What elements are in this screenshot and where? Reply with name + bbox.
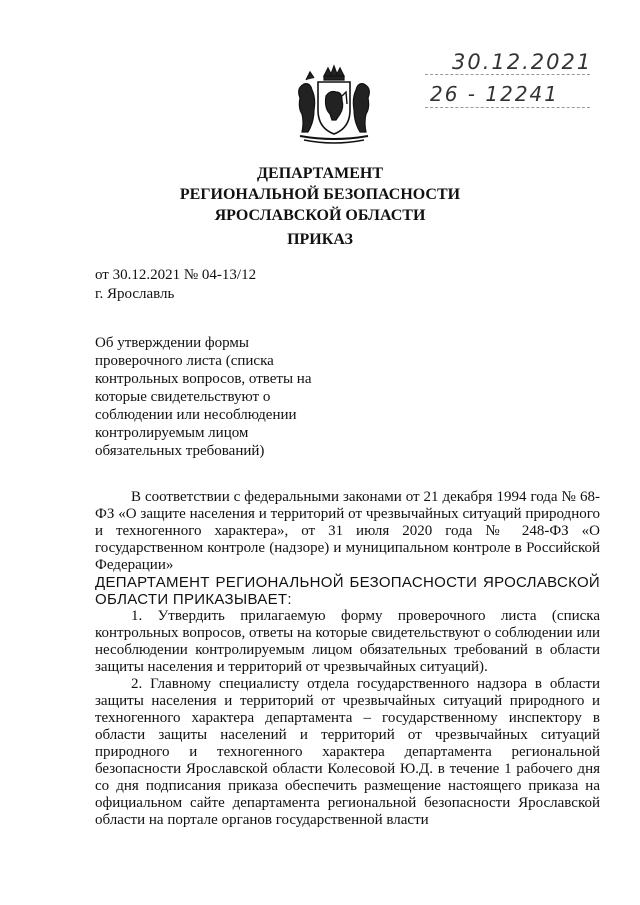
department-title-line: ЯРОСЛАВСКОЙ ОБЛАСТИ	[214, 207, 426, 224]
order-body	[95, 489, 600, 829]
order-date-number: от 30.12.2021 № 04-13/12	[95, 267, 257, 283]
order-item-2: 2. Главному специалисту отдела государственного надзора в области защиты населения и территорий от чрезвычайных ситуаций природного и техногенного характера департамента – государственному инспектору в области защиты населений и территорий от чрезвычайных ситуаций природного и техногенного характера департамента региональной безопасности Ярославской области Колесовой Ю.Д. в течение 1 рабочего дня со дня подписания приказа обеспечить размещение настоящего приказа на официальном сайте департамента региональной безопасности Ярославской области на портале органов государственной власти	[95, 676, 600, 828]
order-item-1: 1. Утвердить прилагаемую форму проверочного листа (списка контрольных вопросов, ответы на которые свидетельствуют о соблюдении или несоблюдении контролируемым лицом обязательных требований в области защиты населения и территорий от чрезвычайных ситуаций).	[95, 608, 600, 675]
stamp-line-top	[425, 74, 590, 75]
order-caps-paragraph: ДЕПАРТАМЕНТ РЕГИОНАЛЬНОЙ БЕЗОПАСНОСТИ ЯРОСЛАВСКОЙ ОБЛАСТИ ПРИКАЗЫВАЕТ:	[95, 574, 600, 608]
stamp-number: 26 - 12241	[430, 82, 560, 106]
stamp-line-bottom	[425, 107, 590, 108]
order-city: г. Ярославль	[95, 286, 175, 302]
department-title-line: ДЕПАРТАМЕНТ	[257, 165, 383, 182]
order-subject: Об утверждении формы проверочного листа (списка контрольных вопросов, ответы на которые свидетельствуют о соблюдении или несоблюдении контролируемым лицом обязательных требований)	[95, 335, 312, 459]
preamble-paragraph: В соответствии с федеральными законами от 21 декабря 1994 года № 68-ФЗ «О защите населения и территорий от чрезвычайных ситуаций природного и техногенного характера», от 31 июля 2020 года № 248-ФЗ «О государственном контроле (надзоре) и муниципальном контроле в Российской Федерации»	[95, 489, 600, 573]
department-title-line: РЕГИОНАЛЬНОЙ БЕЗОПАСНОСТИ	[179, 186, 461, 203]
document-meta	[95, 266, 256, 304]
department-title	[0, 163, 640, 226]
stamp-date: 30.12.2021	[452, 50, 593, 74]
document-type: ПРИКАЗ	[287, 231, 353, 248]
coat-of-arms-icon	[286, 62, 382, 148]
